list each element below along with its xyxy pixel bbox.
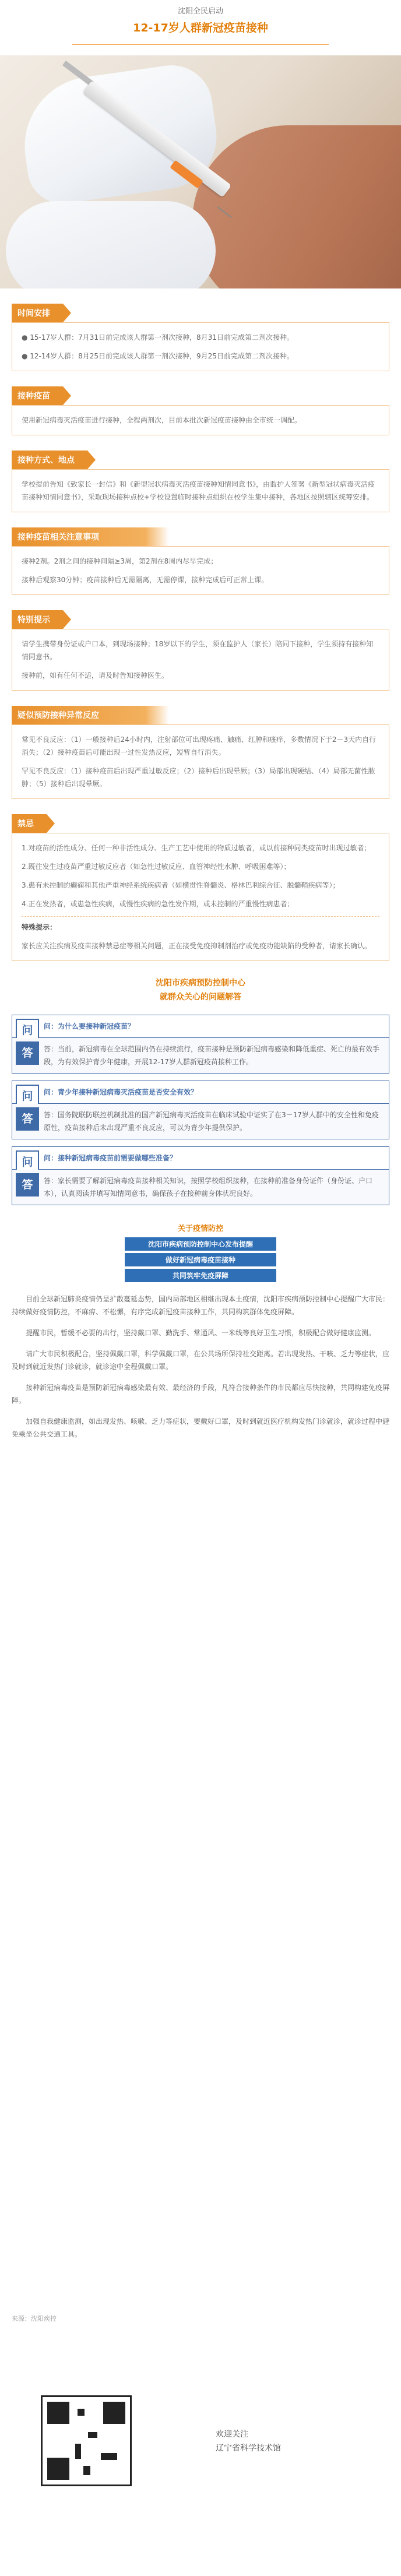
qa-item	[12, 1081, 389, 1139]
answer-icon: 答	[16, 1173, 39, 1196]
section-box	[12, 322, 389, 371]
section-title: 接种疫苗相关注意事项	[12, 527, 169, 546]
qa-intro-line: 沈阳市疾病预防控制中心	[156, 979, 245, 988]
notice-banner	[125, 1220, 276, 1282]
section-box	[12, 629, 389, 691]
question-text: 问：为什么要接种新冠疫苗？	[44, 1022, 135, 1030]
source-text: 来源：沈阳疾控	[12, 2315, 57, 2322]
section-schedule	[12, 288, 389, 371]
question-block	[12, 1015, 389, 1038]
section-method	[12, 435, 389, 512]
qa-intro	[0, 976, 401, 1004]
follow-block	[216, 2427, 281, 2455]
question-block	[12, 1146, 389, 1170]
section-para: 4.正在发热者，或患急性疾病，或慢性疾病的急性发作期，或未控制的严重慢性病患者；	[22, 900, 294, 908]
notice-body	[12, 1293, 389, 1441]
question-text: 问：青少年接种新冠病毒灭活疫苗是否安全有效？	[44, 1088, 198, 1096]
section-para: 3.患有未控制的癫痫和其他严重神经系统疾病者（如横贯性脊髓炎、格林巴利综合征、脱髓鞘疾病等）；	[22, 881, 340, 889]
section-subheading: 特殊提示：	[22, 923, 57, 931]
question-icon: 问	[16, 1150, 39, 1174]
section-title: 特别提示	[12, 610, 63, 629]
qa-item	[12, 1146, 389, 1205]
notice-para: 提醒市民，暂缓不必要的出行，坚持戴口罩、勤洗手、常通风、一米线等良好卫生习惯，积极配合做好健康监测。	[26, 1329, 376, 1337]
notice-banner-line: 做好新冠病毒疫苗接种	[125, 1253, 276, 1266]
qr-code-icon	[41, 2395, 132, 2486]
section-para: 2.既往发生过疫苗严重过敏反应者（如急性过敏反应、血管神经性水肿、呼吸困难等）；	[22, 863, 291, 871]
section-contraindications	[12, 799, 389, 961]
answer-text: 答：当前，新冠病毒在全球范围内仍在持续流行，疫苗接种是预防新冠病毒感染和降低重症、死亡的最有效手段，为有效保护青少年健康，开展12-17岁人群新冠疫苗接种工作。	[44, 1045, 380, 1066]
notice-banner-line: 关于疫情防控	[177, 1224, 223, 1233]
section-para: 家长应关注疾病及疫苗接种禁忌症等相关问题，正在接受免疫抑制剂治疗或免疫功能缺陷的受种者，请家长确认。	[22, 942, 372, 950]
arm-shape	[192, 125, 401, 288]
section-para: 常见不良反应：（1）一般接种后24小时内，注射部位可出现疼痛、触痛、红肿和瘙痒，多数情况下于2－3天内自行消失；（2）接种疫苗后可能出现一过性发热反应，短暂自行消失。	[22, 736, 377, 756]
question-icon: 问	[16, 1019, 39, 1042]
answer-text: 答：家长需要了解新冠病毒疫苗接种相关知识，按照学校组织接种，在接种前准备身份证件（身份证、户口本），认真阅读并填写知情同意书，确保孩子在接种前身体状况良好。	[44, 1177, 373, 1198]
section-box	[12, 724, 389, 799]
section-para: 接种2剂。2剂之间的接种间隔≥3周，第2剂在8周内尽早完成；	[22, 557, 218, 565]
section-para: 学校提前告知《致家长一封信》和《新型冠状病毒灭活疫苗接种知情同意书》，由监护人签署《新型冠状病毒灭活疫苗接种知情同意书》，采取现场接种点校+学校设置临时接种点组织在校学生集中接种，各地区按照辖区统筹安排。	[22, 480, 375, 501]
section-box	[12, 546, 389, 595]
vaccination-photo	[0, 55, 401, 288]
answer-icon: 答	[16, 1041, 39, 1065]
section-notes	[12, 512, 389, 595]
question-icon: 问	[16, 1085, 39, 1108]
section-para: 1.对疫苗的活性成分、任何一种非活性成分、生产工艺中使用的物质过敏者，或以前接种同类疫苗时出现过敏者；	[22, 844, 371, 852]
section-para: 接种前，如有任何不适，请及时告知接种医生。	[22, 671, 169, 680]
follow-line: 欢迎关注	[216, 2430, 248, 2439]
section-special-tips	[12, 595, 389, 691]
section-vaccine	[12, 371, 389, 435]
dashed-divider	[22, 916, 379, 917]
section-title: 禁忌	[12, 814, 47, 833]
qa-intro-line: 就群众关心的问题解答	[160, 993, 241, 1002]
notice-banner-line: 沈阳市疾病预防控制中心发布提醒	[125, 1237, 276, 1251]
qa-list	[12, 1015, 389, 1205]
section-box	[12, 405, 389, 435]
follow-line: 辽宁省科学技术馆	[216, 2444, 281, 2453]
qa-item	[12, 1015, 389, 1074]
info-sections	[0, 288, 401, 961]
page-header	[0, 0, 401, 55]
section-title: 接种方式、地点	[12, 451, 87, 469]
section-para: 请学生携带身份证或户口本，到现场接种；18岁以下的学生，须在监护人（家长）陪同下接种，学生须持有接种知情同意书。	[22, 640, 374, 661]
section-title: 疑似预防接种异常反应	[12, 706, 169, 724]
notice-para: 目前全球新冠肺炎疫情仍呈扩散蔓延态势，国内局部地区相继出现本土疫情，沈阳市疾病预防控制中心提醒广大市民：持续做好疫情防控，不麻痹、不松懈，有序完成新冠疫苗接种工作，共同构筑群体免疫屏障。	[12, 1295, 390, 1316]
section-box	[12, 469, 389, 512]
answer-icon: 答	[16, 1107, 39, 1131]
answer-block	[12, 1104, 389, 1139]
section-para: ● 15-17岁人群：7月31日前完成该人群第一剂次接种，8月31日前完成第二剂次接种。	[22, 333, 294, 342]
section-adverse-reactions	[12, 691, 389, 799]
answer-text: 答：国务院联防联控机制批准的国产新冠病毒灭活疫苗在临床试验中证实了在3－17岁人群中的安全性和免疫原性，疫苗接种后未出现严重不良反应，可以为青少年提供保护。	[44, 1111, 379, 1132]
question-block	[12, 1081, 389, 1104]
answer-block	[12, 1170, 389, 1205]
notice-para: 接种新冠病毒疫苗是预防新冠病毒感染最有效、最经济的手段，凡符合接种条件的市民都应尽快接种，共同构建免疫屏障。	[12, 1384, 390, 1405]
page-footer	[0, 2308, 401, 2576]
glove-shape	[16, 60, 223, 208]
section-para: 罕见不良反应：（1）接种疫苗后出现严重过敏反应；（2）接种后出现晕厥；（3）局部出现硬结、（4）局部无菌性脓肿；（5）接种后出现晕厥。	[22, 767, 375, 788]
answer-block	[12, 1038, 389, 1074]
section-para: 使用新冠病毒灭活疫苗进行接种，全程两剂次，目前本批次新冠疫苗接种由全市统一调配。	[22, 416, 302, 424]
section-para: ● 12-14岁人群：8月25日前完成该人群第一剂次接种，9月25日前完成第二剂次接种。	[22, 352, 294, 360]
notice-banner-line: 共同筑牢免疫屏障	[125, 1269, 276, 1282]
title-divider	[72, 38, 329, 45]
section-box	[12, 833, 389, 961]
glove-shape	[6, 201, 216, 288]
notice-para: 请广大市民积极配合，坚持佩戴口罩，科学佩戴口罩，在公共场所保持社交距离。若出现发热、干咳、乏力等症状，应及时到就近发热门诊就诊，就诊途中全程佩戴口罩。	[12, 1350, 390, 1371]
page-title: 12-17岁人群新冠疫苗接种	[133, 22, 268, 34]
notice-para: 加强自我健康监测，如出现发热、咳嗽、乏力等症状，要戴好口罩，及时到就近医疗机构发热门诊就诊，就诊过程中避免乘坐公共交通工具。	[12, 1417, 390, 1438]
section-title: 时间安排	[12, 304, 63, 322]
page-subtitle: 沈阳全民启动	[177, 7, 223, 16]
section-title: 接种疫苗	[12, 386, 63, 405]
question-text: 问：接种新冠病毒疫苗前需要做哪些准备？	[44, 1154, 177, 1162]
section-para: 接种后观察30分钟；疫苗接种后无需隔离，无需停课，接种完成后可正常上课。	[22, 576, 269, 584]
